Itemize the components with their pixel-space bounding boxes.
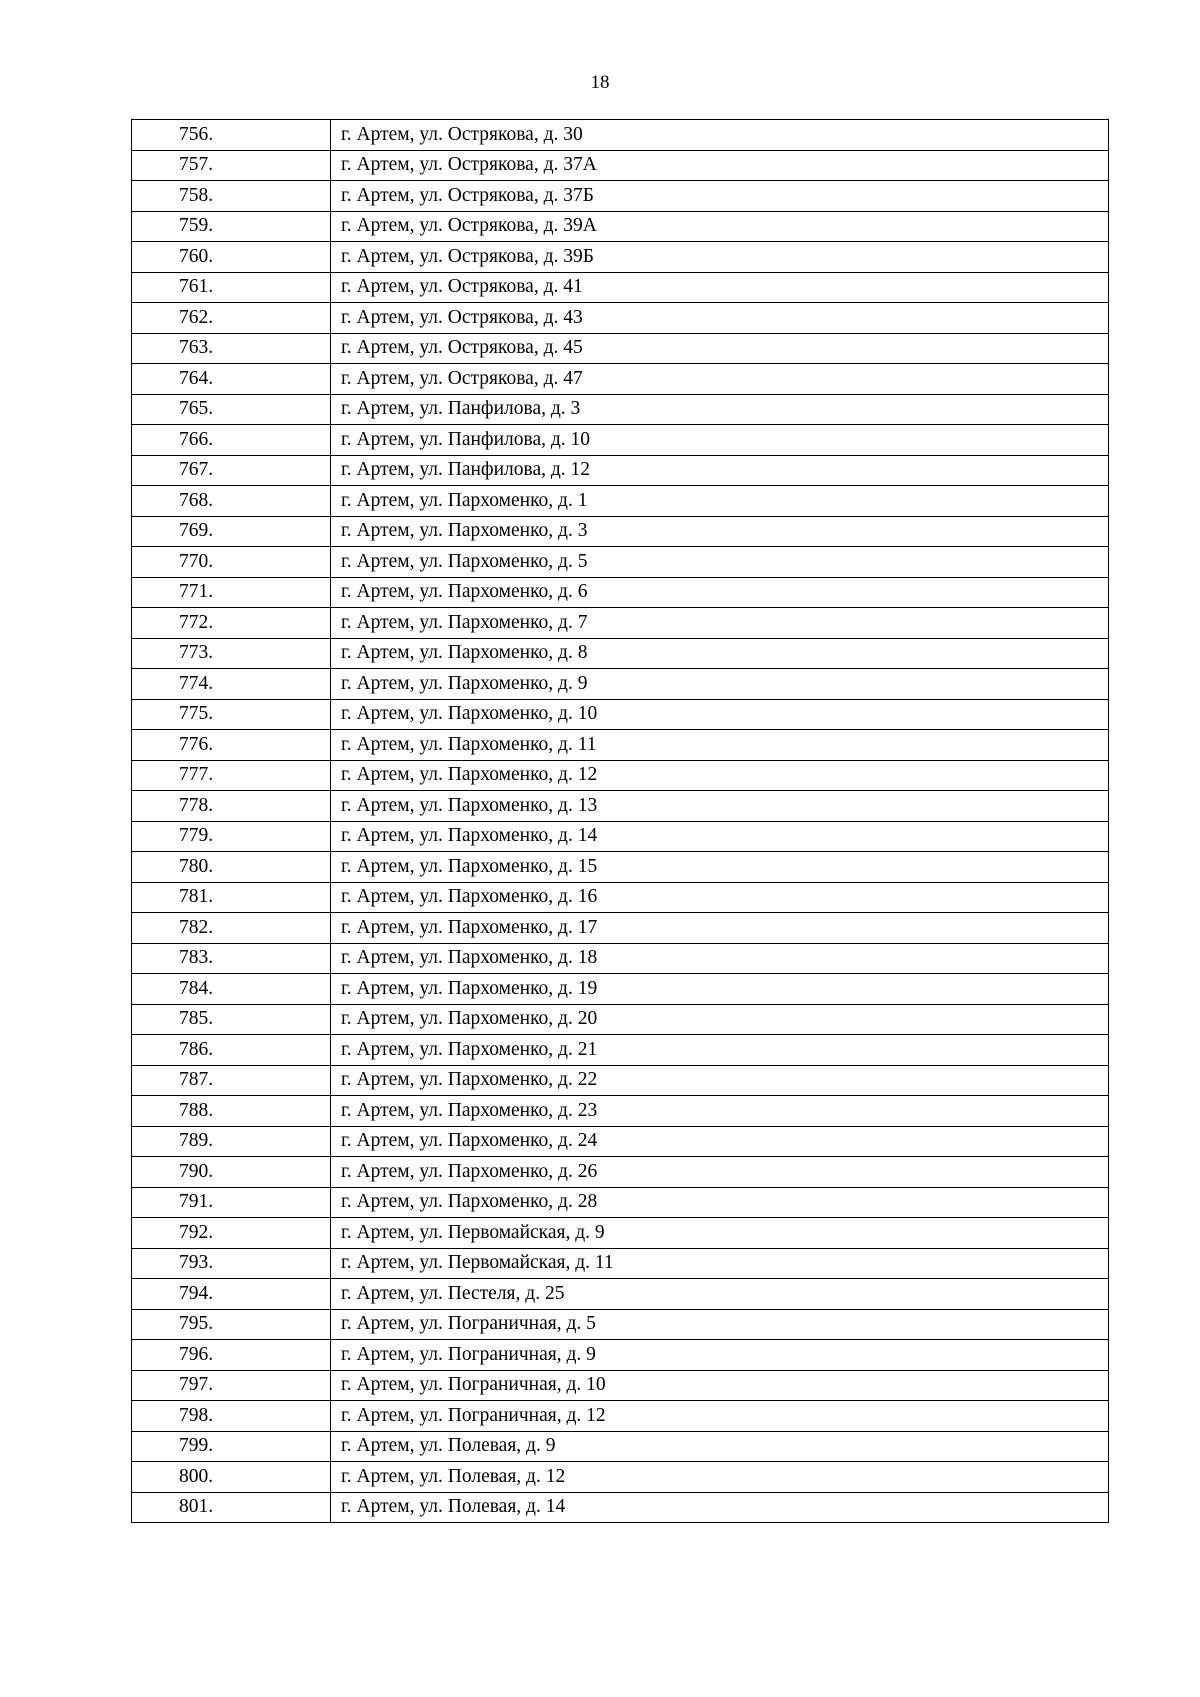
- row-number: 786.: [132, 1035, 331, 1066]
- row-number: 781.: [132, 882, 331, 913]
- row-number: 769.: [132, 516, 331, 547]
- row-address: г. Артем, ул. Пархоменко, д. 5: [331, 547, 1109, 578]
- row-address: г. Артем, ул. Пархоменко, д. 14: [331, 821, 1109, 852]
- row-number: 794.: [132, 1279, 331, 1310]
- table-row: [132, 1004, 1109, 1035]
- row-number: 774.: [132, 669, 331, 700]
- table-row: [132, 1462, 1109, 1493]
- row-address: г. Артем, ул. Пограничная, д. 10: [331, 1370, 1109, 1401]
- table-row: [132, 486, 1109, 517]
- row-number: 760.: [132, 242, 331, 273]
- row-number: 791.: [132, 1187, 331, 1218]
- table-row: [132, 211, 1109, 242]
- row-address: г. Артем, ул. Пархоменко, д. 6: [331, 577, 1109, 608]
- table-row: [132, 730, 1109, 761]
- table-row: [132, 1309, 1109, 1340]
- address-table: [131, 119, 1109, 1523]
- table-row: [132, 1157, 1109, 1188]
- row-address: г. Артем, ул. Острякова, д. 30: [331, 120, 1109, 151]
- row-number: 770.: [132, 547, 331, 578]
- row-number: 778.: [132, 791, 331, 822]
- row-number: 800.: [132, 1462, 331, 1493]
- table-row: [132, 943, 1109, 974]
- row-number: 762.: [132, 303, 331, 334]
- row-address: г. Артем, ул. Первомайская, д. 9: [331, 1218, 1109, 1249]
- table-row: [132, 242, 1109, 273]
- row-number: 796.: [132, 1340, 331, 1371]
- table-row: [132, 120, 1109, 151]
- row-number: 780.: [132, 852, 331, 883]
- table-row: [132, 333, 1109, 364]
- table-row: [132, 1096, 1109, 1127]
- table-row: [132, 882, 1109, 913]
- row-number: 775.: [132, 699, 331, 730]
- row-number: 785.: [132, 1004, 331, 1035]
- row-number: 764.: [132, 364, 331, 395]
- row-address: г. Артем, ул. Панфилова, д. 12: [331, 455, 1109, 486]
- row-number: 787.: [132, 1065, 331, 1096]
- table-row: [132, 547, 1109, 578]
- row-address: г. Артем, ул. Острякова, д. 37А: [331, 150, 1109, 181]
- row-address: г. Артем, ул. Пархоменко, д. 17: [331, 913, 1109, 944]
- table-row: [132, 821, 1109, 852]
- table-row: [132, 272, 1109, 303]
- row-address: г. Артем, ул. Пархоменко, д. 26: [331, 1157, 1109, 1188]
- row-number: 797.: [132, 1370, 331, 1401]
- row-number: 788.: [132, 1096, 331, 1127]
- row-address: г. Артем, ул. Пархоменко, д. 3: [331, 516, 1109, 547]
- row-number: 801.: [132, 1492, 331, 1523]
- row-number: 798.: [132, 1401, 331, 1432]
- table-row: [132, 1126, 1109, 1157]
- table-row: [132, 791, 1109, 822]
- row-number: 771.: [132, 577, 331, 608]
- row-address: г. Артем, ул. Полевая, д. 9: [331, 1431, 1109, 1462]
- row-address: г. Артем, ул. Пархоменко, д. 23: [331, 1096, 1109, 1127]
- table-row: [132, 1279, 1109, 1310]
- row-number: 799.: [132, 1431, 331, 1462]
- row-number: 756.: [132, 120, 331, 151]
- table-row: [132, 1065, 1109, 1096]
- row-number: 784.: [132, 974, 331, 1005]
- row-number: 773.: [132, 638, 331, 669]
- row-address: г. Артем, ул. Пархоменко, д. 10: [331, 699, 1109, 730]
- table-row: [132, 1218, 1109, 1249]
- row-number: 793.: [132, 1248, 331, 1279]
- table-row: [132, 1492, 1109, 1523]
- table-row: [132, 303, 1109, 334]
- table-row: [132, 181, 1109, 212]
- row-number: 789.: [132, 1126, 331, 1157]
- table-row: [132, 394, 1109, 425]
- table-row: [132, 425, 1109, 456]
- row-address: г. Артем, ул. Пархоменко, д. 11: [331, 730, 1109, 761]
- row-number: 763.: [132, 333, 331, 364]
- table-row: [132, 455, 1109, 486]
- row-address: г. Артем, ул. Панфилова, д. 3: [331, 394, 1109, 425]
- table-row: [132, 699, 1109, 730]
- table-row: [132, 1401, 1109, 1432]
- table-row: [132, 669, 1109, 700]
- row-number: 792.: [132, 1218, 331, 1249]
- row-number: 772.: [132, 608, 331, 639]
- row-address: г. Артем, ул. Пархоменко, д. 18: [331, 943, 1109, 974]
- row-number: 768.: [132, 486, 331, 517]
- table-row: [132, 364, 1109, 395]
- row-address: г. Артем, ул. Пархоменко, д. 20: [331, 1004, 1109, 1035]
- table-row: [132, 852, 1109, 883]
- table-row: [132, 150, 1109, 181]
- row-number: 783.: [132, 943, 331, 974]
- row-number: 757.: [132, 150, 331, 181]
- row-number: 767.: [132, 455, 331, 486]
- row-number: 777.: [132, 760, 331, 791]
- row-address: г. Артем, ул. Полевая, д. 14: [331, 1492, 1109, 1523]
- row-address: г. Артем, ул. Пограничная, д. 9: [331, 1340, 1109, 1371]
- row-address: г. Артем, ул. Пархоменко, д. 12: [331, 760, 1109, 791]
- table-row: [132, 974, 1109, 1005]
- table-row: [132, 1340, 1109, 1371]
- row-address: г. Артем, ул. Полевая, д. 12: [331, 1462, 1109, 1493]
- row-number: 776.: [132, 730, 331, 761]
- row-number: 782.: [132, 913, 331, 944]
- row-address: г. Артем, ул. Острякова, д. 39А: [331, 211, 1109, 242]
- row-address: г. Артем, ул. Пограничная, д. 12: [331, 1401, 1109, 1432]
- table-row: [132, 638, 1109, 669]
- row-address: г. Артем, ул. Острякова, д. 47: [331, 364, 1109, 395]
- table-row: [132, 1370, 1109, 1401]
- row-number: 758.: [132, 181, 331, 212]
- address-table-body: [132, 120, 1109, 1523]
- table-row: [132, 913, 1109, 944]
- row-address: г. Артем, ул. Первомайская, д. 11: [331, 1248, 1109, 1279]
- page-number: 18: [590, 72, 610, 93]
- row-number: 761.: [132, 272, 331, 303]
- row-address: г. Артем, ул. Панфилова, д. 10: [331, 425, 1109, 456]
- row-address: г. Артем, ул. Острякова, д. 39Б: [331, 242, 1109, 273]
- row-number: 795.: [132, 1309, 331, 1340]
- table-row: [132, 577, 1109, 608]
- row-address: г. Артем, ул. Пархоменко, д. 15: [331, 852, 1109, 883]
- row-address: г. Артем, ул. Пархоменко, д. 19: [331, 974, 1109, 1005]
- row-address: г. Артем, ул. Острякова, д. 37Б: [331, 181, 1109, 212]
- row-address: г. Артем, ул. Пархоменко, д. 7: [331, 608, 1109, 639]
- row-address: г. Артем, ул. Пархоменко, д. 16: [331, 882, 1109, 913]
- row-address: г. Артем, ул. Острякова, д. 43: [331, 303, 1109, 334]
- row-address: г. Артем, ул. Пархоменко, д. 9: [331, 669, 1109, 700]
- row-number: 765.: [132, 394, 331, 425]
- table-row: [132, 516, 1109, 547]
- row-address: г. Артем, ул. Острякова, д. 45: [331, 333, 1109, 364]
- row-address: г. Артем, ул. Пархоменко, д. 22: [331, 1065, 1109, 1096]
- row-address: г. Артем, ул. Пархоменко, д. 21: [331, 1035, 1109, 1066]
- table-row: [132, 1431, 1109, 1462]
- row-address: г. Артем, ул. Пестеля, д. 25: [331, 1279, 1109, 1310]
- row-address: г. Артем, ул. Пархоменко, д. 24: [331, 1126, 1109, 1157]
- row-address: г. Артем, ул. Пархоменко, д. 13: [331, 791, 1109, 822]
- row-number: 779.: [132, 821, 331, 852]
- table-row: [132, 760, 1109, 791]
- row-address: г. Артем, ул. Пархоменко, д. 1: [331, 486, 1109, 517]
- table-row: [132, 1248, 1109, 1279]
- row-address: г. Артем, ул. Пограничная, д. 5: [331, 1309, 1109, 1340]
- table-row: [132, 1187, 1109, 1218]
- row-number: 790.: [132, 1157, 331, 1188]
- row-number: 766.: [132, 425, 331, 456]
- row-address: г. Артем, ул. Острякова, д. 41: [331, 272, 1109, 303]
- table-row: [132, 1035, 1109, 1066]
- row-address: г. Артем, ул. Пархоменко, д. 28: [331, 1187, 1109, 1218]
- row-number: 759.: [132, 211, 331, 242]
- table-row: [132, 608, 1109, 639]
- row-address: г. Артем, ул. Пархоменко, д. 8: [331, 638, 1109, 669]
